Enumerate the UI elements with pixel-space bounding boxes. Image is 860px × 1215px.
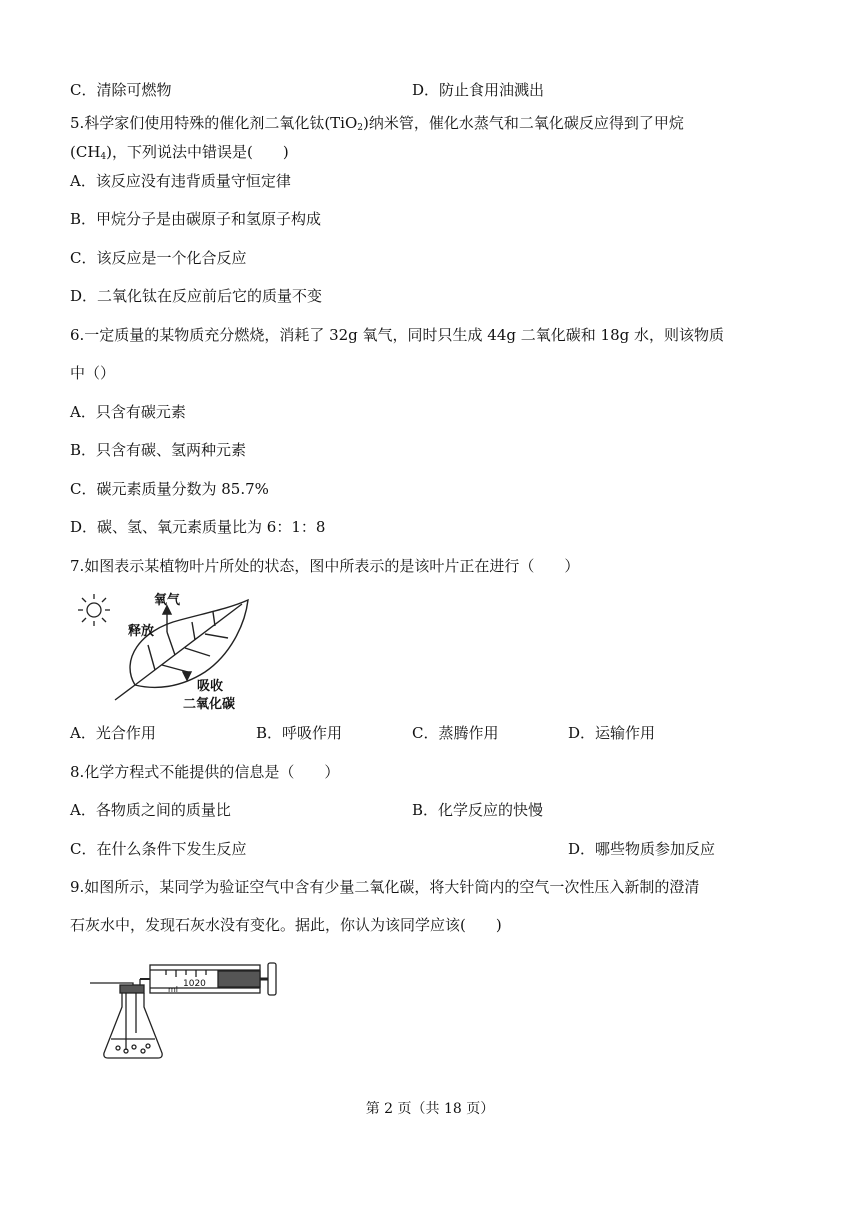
label-oxygen: 氧气 <box>154 593 181 608</box>
q4-option-c: C．清除可燃物 <box>70 81 172 99</box>
q5-stem-line2: $(CH_4)$，下列说法中错误是( ) <box>70 143 289 162</box>
q5-option-d: D．二氧化钛在反应前后它的质量不变 <box>70 287 323 305</box>
q5-option-b: B．甲烷分子是由碳原子和氢原子构成 <box>70 210 322 228</box>
q6-stem-line1: 6.一定质量的某物质充分燃烧，消耗了 32g 氧气，同时只生成 44g 二氧化碳和 18g 水，则该物质 <box>70 326 724 344</box>
q8-option-b: B．化学反应的快慢 <box>412 801 544 819</box>
q6-option-d: D．碳、氢、氧元素质量比为 6：1：8 <box>70 518 326 536</box>
label-co2: 二氧化碳 <box>183 697 236 712</box>
q6-option-b: B．只含有碳、氢两种元素 <box>70 441 247 459</box>
leaf-figure <box>70 590 270 715</box>
flask-drawing <box>90 979 162 1058</box>
q8-option-a: A．各物质之间的质量比 <box>70 801 231 819</box>
q4-option-d: D．防止食用油溅出 <box>412 81 545 99</box>
label-release: 释放 <box>128 624 155 639</box>
syringe-scale: 1020 <box>183 979 206 989</box>
syringe-drawing <box>140 963 276 995</box>
sun-icon <box>78 594 110 626</box>
q7-option-d: D．运输作用 <box>568 724 656 742</box>
q8-stem: 8.化学方程式不能提供的信息是（ ） <box>70 763 340 781</box>
q5-option-c: C．该反应是一个化合反应 <box>70 249 247 267</box>
q8-option-c: C．在什么条件下发生反应 <box>70 840 247 858</box>
syringe-flask-figure <box>88 955 288 1065</box>
q7-option-b: B．呼吸作用 <box>256 724 343 742</box>
q8-option-d: D．哪些物质参加反应 <box>568 840 716 858</box>
page-footer: 第 2 页（共 18 页） <box>365 1101 495 1117</box>
q7-option-a: A．光合作用 <box>70 724 156 742</box>
q5-stem-line1: 5.科学家们使用特殊的催化剂二氧化钛(TiO$_2$)纳米管，催化水蒸气和二氧化碳反应得到了甲烷 <box>70 114 684 133</box>
q6-stem-line2: 中（） <box>70 364 116 382</box>
q6-option-c: C．碳元素质量分数为 85.7% <box>70 480 269 498</box>
q6-option-a: A．只含有碳元素 <box>70 403 186 421</box>
q9-stem-line2: 石灰水中，发现石灰水没有变化。据此，你认为该同学应该( ) <box>70 916 502 934</box>
q7-stem: 7.如图表示某植物叶片所处的状态，图中所表示的是该叶片正在进行（ ） <box>70 557 580 575</box>
q9-stem-line1: 9.如图所示，某同学为验证空气中含有少量二氧化碳，将大针筒内的空气一次性压入新制的澄清 <box>70 878 700 896</box>
leaf-drawing <box>115 600 248 700</box>
q5-option-a: A．该反应没有违背质量守恒定律 <box>70 172 291 190</box>
syringe-unit: ml <box>168 985 179 994</box>
label-absorb: 吸收 <box>197 679 224 694</box>
q7-option-c: C．蒸腾作用 <box>412 724 499 742</box>
